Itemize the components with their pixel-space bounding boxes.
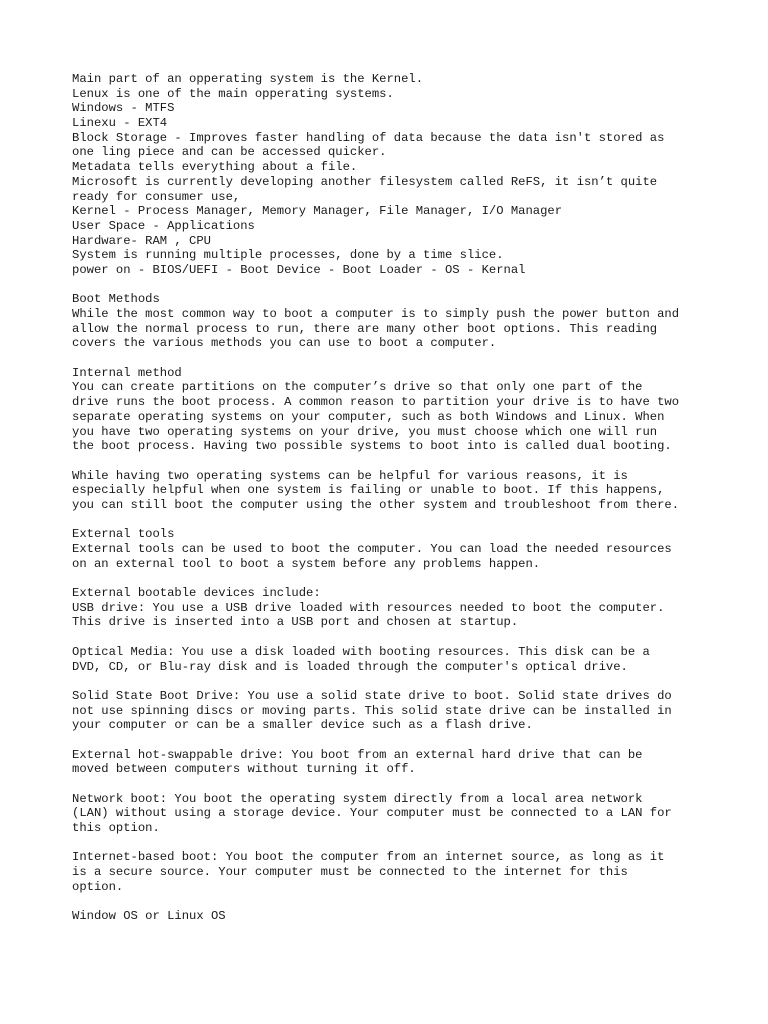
text-block (72, 292, 722, 351)
text-line: your computer or can be a smaller device such as a flash drive. (72, 718, 533, 733)
text-line: drive runs the boot process. A common reason to partition your drive is to have two (72, 395, 680, 410)
text-block (72, 527, 722, 571)
text-line: Linexu - EXT4 (72, 116, 168, 131)
paragraph-gap (72, 351, 722, 366)
text-line: External tools can be used to boot the computer. You can load the needed resources (72, 542, 672, 556)
text-line: Windows - MTFS (72, 101, 175, 116)
text-line: Solid State Boot Drive: You use a solid state drive to boot. Solid state drives do (72, 688, 672, 703)
text-line: power on - BIOS/UEFI - Boot Device - Boot Loader - OS - Kernal (72, 262, 526, 277)
text-line: You can create partitions on the computer’s drive so that only one part of the (72, 380, 643, 395)
text-line: especially helpful when one system is failing or unable to boot. If this happens, (72, 483, 665, 498)
text-block (72, 645, 722, 674)
text-line: on an external tool to boot a system before any problems happen. (72, 556, 541, 571)
paragraph-gap (72, 895, 722, 910)
text-line: External bootable devices include: (72, 586, 321, 601)
text-line: separate operating systems on your computer, such as both Windows and Linux. When (72, 409, 665, 424)
text-block (72, 850, 722, 894)
text-line: Main part of an opperating system is the Kernel. (72, 72, 424, 86)
paragraph-gap (72, 674, 722, 689)
text-block (72, 909, 722, 924)
text-line: Microsoft is currently developing another filesystem called ReFS, it isn’t quite (72, 174, 658, 189)
text-line: External tools (72, 527, 175, 542)
text-line: ready for consumer use, (72, 189, 241, 204)
text-block (72, 689, 722, 733)
text-line: While the most common way to boot a computer is to simply push the power button and (72, 307, 680, 321)
text-line: covers the various methods you can use to boot a computer. (72, 336, 497, 351)
text-block (72, 366, 722, 454)
text-line: Metadata tells everything about a file. (72, 160, 358, 175)
text-line: moved between computers without turning it off. (72, 762, 416, 777)
text-line: Optical Media: You use a disk loaded with booting resources. This disk can be a (72, 644, 650, 659)
text-line: USB drive: You use a USB drive loaded with resources needed to boot the computer. (72, 600, 665, 615)
paragraph-gap (72, 278, 722, 293)
text-block (72, 748, 722, 777)
paragraph-gap (72, 836, 722, 851)
text-line: Kernel - Process Manager, Memory Manager, File Manager, I/O Manager (72, 204, 563, 219)
text-line: one ling piece and can be accessed quicker. (72, 145, 387, 160)
text-line: Block Storage - Improves faster handling of data because the data isn't stored as (72, 130, 665, 145)
text-line: Network boot: You boot the operating system directly from a local area network (72, 791, 643, 806)
text-line: This drive is inserted into a USB port and chosen at startup. (72, 615, 519, 630)
text-line: While having two operating systems can be helpful for various reasons, it is (72, 468, 628, 483)
text-line: (LAN) without using a storage device. Your computer must be connected to a LAN for (72, 806, 672, 821)
document-page (72, 72, 722, 924)
text-line: this option. (72, 821, 160, 836)
paragraph-gap (72, 454, 722, 469)
text-line: you can still boot the computer using the other system and troubleshoot from there. (72, 497, 680, 512)
text-line: Boot Methods (72, 292, 160, 307)
text-line: the boot process. Having two possible systems to boot into is called dual booting. (72, 439, 672, 454)
text-line: option. (72, 879, 124, 894)
text-line: Hardware- RAM , CPU (72, 233, 211, 248)
paragraph-gap (72, 777, 722, 792)
text-line: Window OS or Linux OS (72, 909, 226, 924)
text-line: External hot-swappable drive: You boot from an external hard drive that can be (72, 747, 643, 762)
paragraph-gap (72, 630, 722, 645)
text-line: System is running multiple processes, done by a time slice. (72, 248, 504, 263)
text-line: Internet-based boot: You boot the computer from an internet source, as long as it (72, 850, 665, 865)
text-line: User Space - Applications (72, 218, 255, 233)
text-block (72, 72, 722, 278)
text-line: is a secure source. Your computer must be connected to the internet for this (72, 865, 628, 880)
text-line: Lenux is one of the main opperating systems. (72, 86, 394, 101)
paragraph-gap (72, 513, 722, 528)
paragraph-gap (72, 733, 722, 748)
text-block (72, 792, 722, 836)
text-line: Internal method (72, 365, 182, 380)
paragraph-gap (72, 571, 722, 586)
text-line: allow the normal process to run, there are many other boot options. This reading (72, 321, 658, 336)
text-block (72, 586, 722, 630)
text-line: you have two operating systems on your drive, you must choose which one will run (72, 424, 658, 439)
text-line: DVD, CD, or Blu-ray disk and is loaded through the computer's optical drive. (72, 659, 628, 674)
text-block (72, 469, 722, 513)
text-line: not use spinning discs or moving parts. This solid state drive can be installed in (72, 703, 672, 718)
